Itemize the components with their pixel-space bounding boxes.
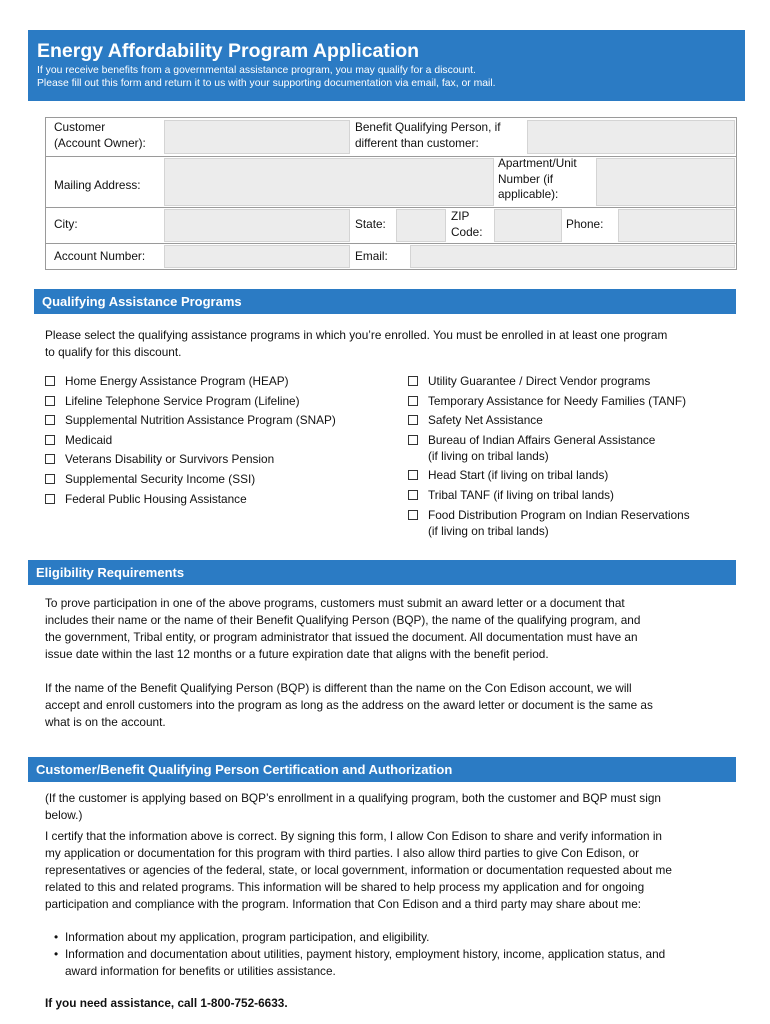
checkbox[interactable] bbox=[45, 435, 55, 445]
list-item: • Information about my application, program participation, and eligibility. bbox=[54, 930, 430, 944]
account-number-label: Account Number: bbox=[54, 249, 146, 263]
program-medicaid[interactable]: Medicaid bbox=[45, 432, 395, 448]
eligibility-heading: Eligibility Requirements bbox=[28, 560, 736, 585]
phone-label: Phone: bbox=[566, 217, 604, 231]
programs-right-list bbox=[408, 373, 738, 542]
checkbox[interactable] bbox=[45, 376, 55, 386]
checkbox[interactable] bbox=[408, 490, 418, 500]
certification-paragraph: I certify that the information above is correct. By signing this form, I allow Con Edison to share and verify information in my application or documentation for this program with third parties. I also allow third parties to give Con Edison, or representatives or agencies of the federal, state, or local government, information or documentation requested about me related to this and related programs. This information will be shared to help process my application and for ongoing participation and compliance with the program. Information that Con Edison and a third party may share about me: bbox=[45, 829, 672, 911]
city-label: City: bbox=[54, 217, 78, 231]
mailing-address-label: Mailing Address: bbox=[54, 178, 141, 192]
bqp-name-field[interactable] bbox=[527, 120, 735, 154]
program-safety-net[interactable]: Safety Net Assistance bbox=[408, 412, 738, 428]
program-tanf[interactable]: Temporary Assistance for Needy Families (TANF) bbox=[408, 393, 738, 409]
state-field[interactable] bbox=[396, 209, 446, 242]
program-ssi[interactable]: Supplemental Security Income (SSI) bbox=[45, 471, 395, 487]
title-banner bbox=[28, 30, 745, 101]
program-head-start[interactable]: Head Start (if living on tribal lands) bbox=[408, 467, 738, 483]
checkbox[interactable] bbox=[408, 435, 418, 445]
zip-field[interactable] bbox=[494, 209, 562, 242]
checkbox[interactable] bbox=[45, 474, 55, 484]
checkbox[interactable] bbox=[45, 494, 55, 504]
checkbox[interactable] bbox=[408, 415, 418, 425]
checkbox[interactable] bbox=[45, 454, 55, 464]
program-bia[interactable]: Bureau of Indian Affairs General Assistance (if living on tribal lands) bbox=[408, 432, 738, 464]
shared-info-list bbox=[52, 929, 742, 980]
header-subtitle-1: If you receive benefits from a governmental assistance program, you may qualify for a discount. bbox=[37, 65, 476, 76]
checkbox[interactable] bbox=[408, 510, 418, 520]
bqp-label: Benefit Qualifying Person, if different than customer: bbox=[355, 120, 501, 150]
account-number-field[interactable] bbox=[164, 245, 350, 268]
eligibility-paragraph-1: To prove participation in one of the above programs, customers must submit an award letter or a document that includes their name or the name of their Benefit Qualifying Person (BQP), the name of the qualifying program, and the government, Tribal entity, or program administrator that issued the document. All documentation must have an issue date within the last 12 months or a future expiration date that aligns with the benefit period. bbox=[45, 596, 641, 661]
program-utility-guarantee[interactable]: Utility Guarantee / Direct Vendor programs bbox=[408, 373, 738, 389]
customer-info-grid bbox=[45, 117, 737, 270]
email-label: Email: bbox=[355, 249, 388, 263]
program-tribal-tanf[interactable]: Tribal TANF (if living on tribal lands) bbox=[408, 487, 738, 503]
phone-field[interactable] bbox=[618, 209, 735, 242]
apartment-field[interactable] bbox=[596, 158, 735, 206]
city-field[interactable] bbox=[164, 209, 350, 242]
email-field[interactable] bbox=[410, 245, 735, 268]
state-label: State: bbox=[355, 217, 386, 231]
program-heap[interactable]: Home Energy Assistance Program (HEAP) bbox=[45, 373, 395, 389]
program-lifeline[interactable]: Lifeline Telephone Service Program (Lifeline) bbox=[45, 393, 395, 409]
programs-intro: Please select the qualifying assistance programs in which you’re enrolled. You must be enrolled in at least one program to qualify for this discount. bbox=[45, 328, 668, 359]
certification-heading: Customer/Benefit Qualifying Person Certification and Authorization bbox=[28, 757, 736, 782]
checkbox[interactable] bbox=[408, 396, 418, 406]
page-title: Energy Affordability Program Application bbox=[37, 40, 420, 62]
checkbox[interactable] bbox=[408, 376, 418, 386]
zip-label: ZIP Code: bbox=[451, 209, 483, 239]
certification-note: (If the customer is applying based on BQP’s enrollment in a qualifying program, both the customer and BQP must sign below.) bbox=[45, 791, 661, 822]
checkbox[interactable] bbox=[45, 396, 55, 406]
program-food-distribution[interactable]: Food Distribution Program on Indian Reservations (if living on tribal lands) bbox=[408, 507, 738, 539]
mailing-address-field[interactable] bbox=[164, 158, 494, 206]
customer-name-field[interactable] bbox=[164, 120, 350, 154]
assistance-phone: If you need assistance, call 1-800-752-6633. bbox=[45, 996, 288, 1010]
programs-heading: Qualifying Assistance Programs bbox=[34, 289, 736, 314]
program-veterans[interactable]: Veterans Disability or Survivors Pension bbox=[45, 451, 395, 467]
eligibility-paragraph-2: If the name of the Benefit Qualifying Person (BQP) is different than the name on the Con Edison account, we will accept and enroll customers into the program as long as the address on the award letter or document is the same as what is on the account. bbox=[45, 681, 653, 729]
checkbox[interactable] bbox=[45, 415, 55, 425]
programs-left-list bbox=[45, 373, 395, 510]
checkbox[interactable] bbox=[408, 470, 418, 480]
apartment-label: Apartment/Unit Number (if applicable): bbox=[498, 156, 577, 201]
customer-label: Customer (Account Owner): bbox=[54, 120, 146, 150]
list-item: • Information and documentation about utilities, payment history, employment history, income, application status, and award information for benefits or utilities assistance. bbox=[54, 947, 666, 978]
program-snap[interactable]: Supplemental Nutrition Assistance Program (SNAP) bbox=[45, 412, 395, 428]
header-subtitle-2: Please fill out this form and return it to us with your supporting documentation via email, fax, or mail. bbox=[37, 77, 496, 89]
program-public-housing[interactable]: Federal Public Housing Assistance bbox=[45, 491, 395, 507]
